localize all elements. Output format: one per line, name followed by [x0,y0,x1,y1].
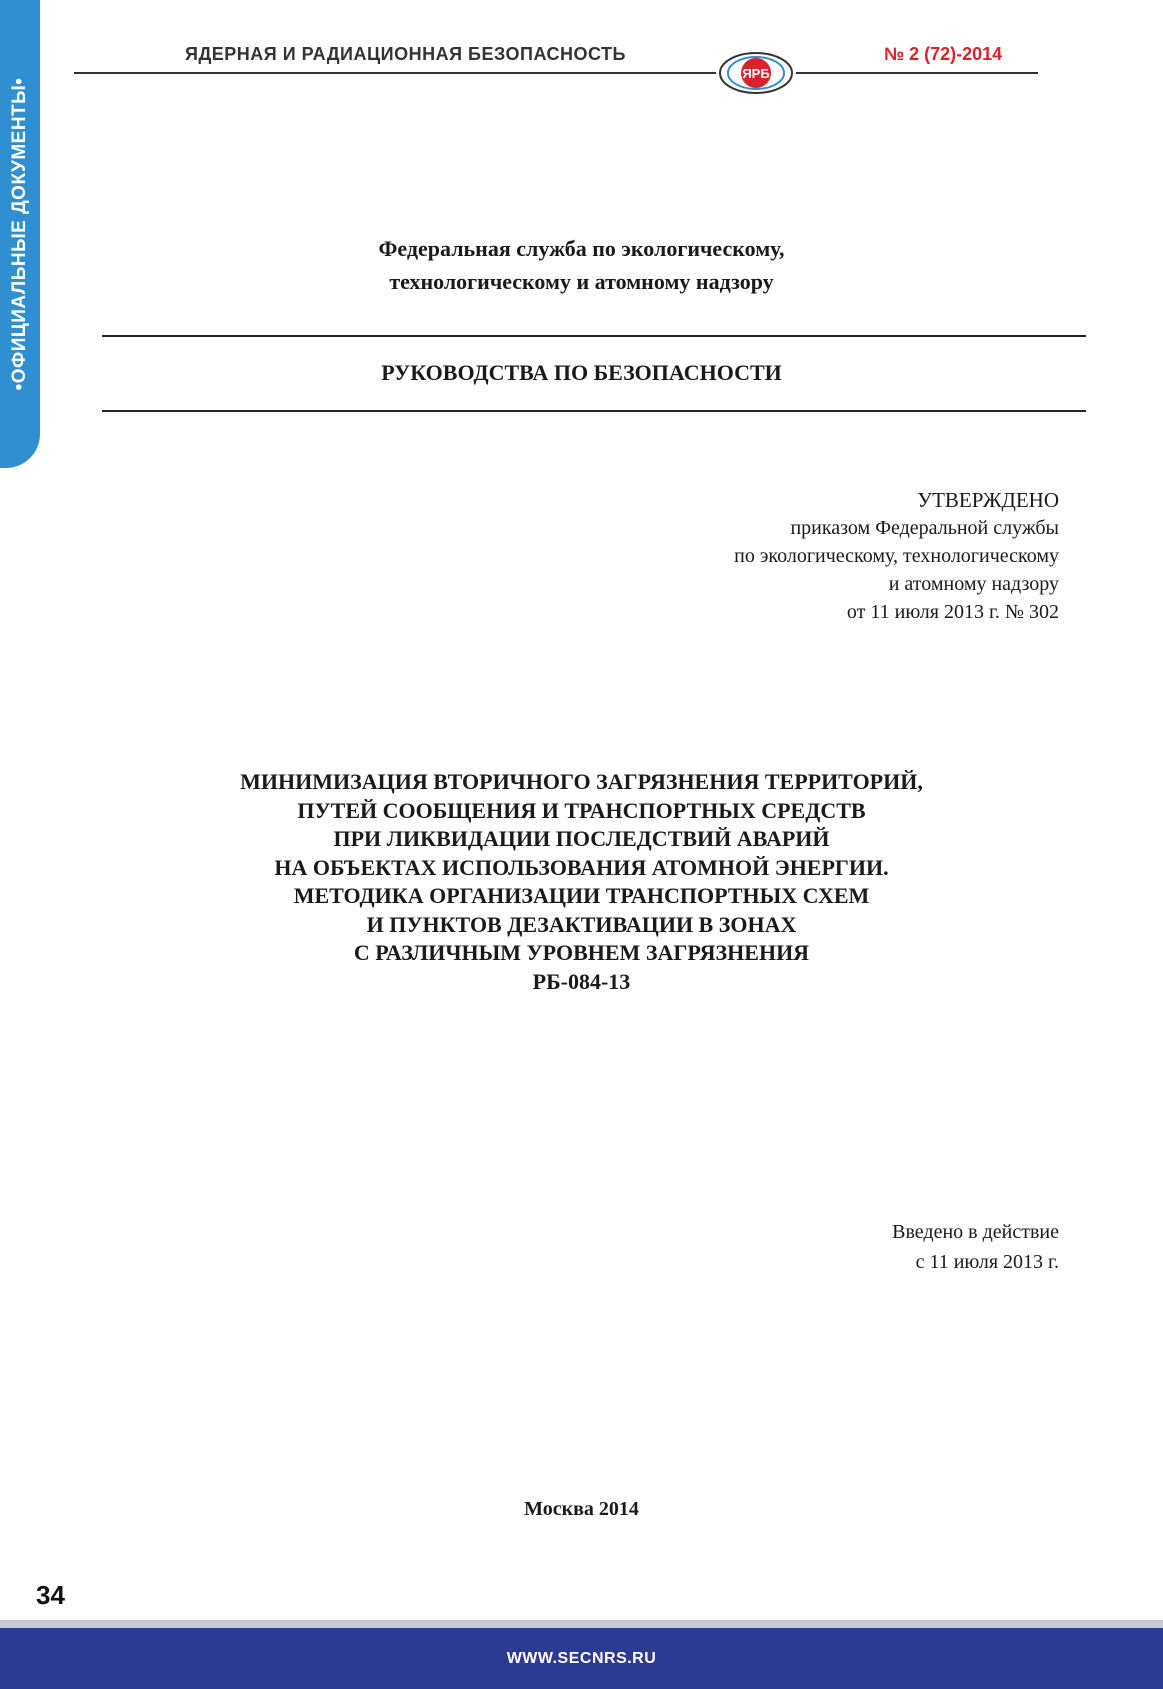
header-rule [74,72,1038,74]
approval-line: приказом Федеральной службы [790,517,1059,539]
document-code: РБ-084-13 [532,968,631,994]
approval-heading: УТВЕРЖДЕНО [917,488,1059,512]
city-year: Москва 2014 [524,1498,639,1520]
document-title-line: МИНИМИЗАЦИЯ ВТОРИЧНОГО ЗАГРЯЗНЕНИЯ ТЕРРИТОРИЙ, [240,769,923,794]
issue-number: № 2 (72)-2014 [884,44,1003,64]
section-title: РУКОВОДСТВА ПО БЕЗОПАСНОСТИ [381,360,782,385]
document-title-line: НА ОБЪЕКТАХ ИСПОЛЬЗОВАНИЯ АТОМНОЙ ЭНЕРГИИ. [274,854,889,880]
approval-line: и атомному надзору [888,573,1059,595]
side-tab-label: •ОФИЦИАЛЬНЫЕ ДОКУМЕНТЫ• [9,77,30,391]
document-title-line: ПРИ ЛИКВИДАЦИИ ПОСЛЕДСТВИЙ АВАРИЙ [333,826,830,851]
document-title-line: И ПУНКТОВ ДЕЗАКТИВАЦИИ В ЗОНАХ [366,911,797,937]
approval-line: по экологическому, технологическому [734,545,1059,567]
approval-block [734,486,1059,626]
effective-line-2: с 11 июля 2013 г. [915,1251,1059,1273]
divider-bottom [102,410,1086,412]
footer-stripe [0,1620,1163,1628]
journal-title: ЯДЕРНАЯ И РАДИАЦИОННАЯ БЕЗОПАСНОСТЬ [185,44,626,64]
effective-line-1: Введено в действие [892,1221,1059,1243]
agency-line-2: технологическому и атомному надзору [389,269,774,294]
document-title-line: С РАЗЛИЧНЫМ УРОВНЕМ ЗАГРЯЗНЕНИЯ [353,940,810,965]
logo-text: ЯРБ [742,66,770,81]
page-number: 34 [36,1580,65,1610]
effective-date-block [892,1217,1059,1277]
document-title [0,768,1163,996]
footer-url-link[interactable]: WWW.SECNRS.RU [506,1650,657,1667]
agency-line-1: Федеральная служба по экологическому, [378,236,785,261]
document-title-line: МЕТОДИКА ОРГАНИЗАЦИИ ТРАНСПОРТНЫХ СХЕМ [293,883,870,908]
divider-top [102,335,1086,337]
agency-name [0,232,1163,298]
journal-logo [716,46,796,100]
document-title-line: ПУТЕЙ СООБЩЕНИЯ И ТРАНСПОРТНЫХ СРЕДСТВ [297,797,866,823]
approval-line: от 11 июля 2013 г. № 302 [846,601,1059,623]
